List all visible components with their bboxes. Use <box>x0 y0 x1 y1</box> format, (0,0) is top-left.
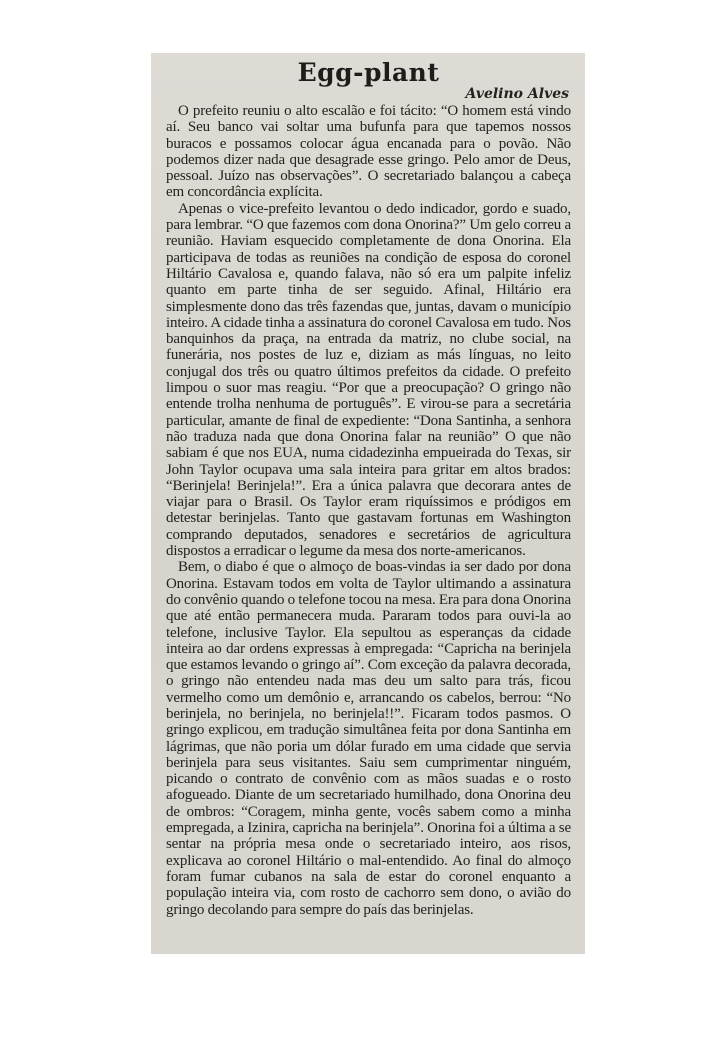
newspaper-clipping <box>151 53 585 954</box>
article-paragraph-3: Bem, o diabo é que o almoço de boas-vindas ia ser dado por dona Onorina. Estavam todos em volta de Taylor ultimando a assinatura do convênio quando o telefone tocou na mesa. Era para dona Onorina que até então permanecera muda. Pararam todos para ouvi-la ao telefone, inclusive Taylor. Ela sepultou as esperanças da cidade inteira ao dar ordens expressas à empregada: “Capricha na berinjela que estamos levando o gringo aí”. Com exceção da palavra decorada, o gringo não entendeu nada mas deu um salto para trás, ficou vermelho como um demônio e, arrancando os cabelos, berrou: “No berinjela, no berinjela, no berinjela!!”. Ficaram todos pasmos. O gringo explicou, em tradução simultânea feita por dona Santinha em lágrimas, que não poria um dólar furado em uma cidade que servia berinjela para seus visitantes. Saiu sem cumprimentar ninguém, picando o contrato de convênio com as mãos suadas e o rosto afogueado. Diante de um secretariado humilhado, dona Onorina deu de ombros: “Coragem, minha gente, vocês sabem como a minha empregada, a Izinira, capricha na berinjela”. Onorina foi a última a se sentar na própria mesa onde o secretariado inteiro, aos risos, explicava ao coronel Hiltário o mal-entendido. Ao final do almoço foram fumar cubanos na sala de estar do coronel enquanto a população inteira via, com rosto de cachorro sem dono, o avião do gringo decolando para sempre do país das berinjelas. <box>166 559 571 918</box>
article-title: Egg-plant <box>297 58 440 87</box>
article-paragraph-1: O prefeito reuniu o alto escalão e foi tácito: “O homem está vindo aí. Seu banco vai soltar uma bufunfa para que tapemos nossos buracos e possamos colocar água encanada para o povão. Não podemos dizer nada que desagrade esse gringo. Pelo amor de Deus, pessoal. Juízo nas observações”. O secretariado balançou a cabeça em concordância explícita. <box>166 103 571 201</box>
article-body <box>166 103 571 918</box>
article-paragraph-2: Apenas o vice-prefeito levantou o dedo indicador, gordo e suado, para lembrar. “O que fazemos com dona Onorina?” Um gelo correu a reunião. Haviam esquecido completamente de dona Onorina. Ela participava de todas as reuniões na condição de esposa do coronel Hiltário Cavalosa e, quando falava, não só era um palpite infeliz quanto em parte tinha de ser seguido. Afinal, Hiltário era simplesmente dono das três fazendas que, juntas, davam o município inteiro. A cidade tinha a assinatura do coronel Cavalosa em tudo. Nos banquinhos da praça, na entrada da matriz, no clube social, na funerária, nos postes de luz e, diziam as más línguas, no leito conjugal dos três ou quatro últimos prefeitos da cidade. O prefeito limpou o suor mas reagiu. “Por que a preocupação? O gringo não entende trolha nenhuma de português”. E virou-se para a secretária particular, amante de final de expediente: “Dona Santinha, a senhora não traduza nada que dona Onorina falar na reunião” O que não sabiam é que nos EUA, numa cidadezinha empueirada do Texas, sir John Taylor ocupava uma sala inteira para gritar em altos brados: “Berinjela! Berinjela!”. Era a única palavra que decorara antes de viajar para o Brasil. Os Taylor eram riquíssimos e pródigos em detestar berinjelas. Tanto que gastavam fortunas em Washington comprando deputados, senadores e secretários de agricultura dispostos a erradicar o legume da mesa dos norte-americanos. <box>166 200 571 560</box>
article-author: Avelino Alves <box>465 86 569 102</box>
